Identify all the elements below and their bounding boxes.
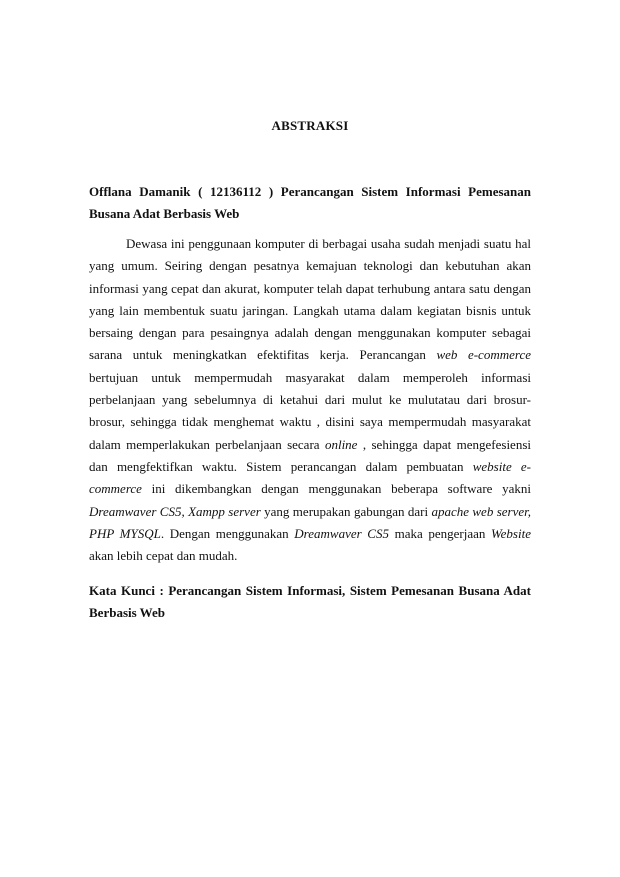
- body-text-segment-italic: website e-commerce: [89, 458, 532, 497]
- body-text-segment-italic: online: [324, 436, 358, 452]
- body-text-segment: ini dikembangkan dengan menggunakan beberapa software yakni: [141, 481, 531, 497]
- body-text-segment: Dewasa ini penggunaan komputer di berbagai usaha sudah menjadi suatu hal yang umum. Seiring dengan pesatnya kemajuan teknologi dan kebutuhan akan informasi yang cepat dan akurat, komputer telah dapat terhubung antara satu dengan yang lain membentuk suatu jaringan. Langkah utama dalam kegiatan bisnis untuk bersaing dengan para pesaingnya adalah dengan menggunakan komputer sebagai sarana untuk meningkatkan efektifitas kerja. Perancangan: [89, 236, 531, 363]
- abstract-body: [89, 233, 531, 567]
- body-text-segment: , sehingga dapat mengefesiensi dan mengfektifkan waktu. Sistem perancangan dalam pembuatan: [89, 436, 531, 474]
- body-text-segment-italic: Website: [491, 525, 531, 541]
- keywords-paragraph: Kata Kunci : Perancangan Sistem Informasi, Sistem Pemesanan Busana Adat Berbasis Web: [89, 583, 531, 620]
- abstract-title: ABSTRAKSI: [271, 118, 349, 133]
- body-text-segment: bertujuan untuk mempermudah masyarakat dalam memperoleh informasi perbelanjaan yang sebelumnya di ketahui dari mulut ke mulutatau dari brosur-brosur, sehingga tidak menghemat waktu , disini saya mempermudah masyarakat dalam memperlakukan perbelanjaan secara: [89, 369, 531, 452]
- body-text-segment: akan lebih cepat dan mudah.: [89, 548, 238, 564]
- body-text-segment-italic: web e-commerce: [436, 347, 531, 363]
- body-text-segment: . Dengan menggunakan: [160, 525, 295, 541]
- author-and-thesis-title: Offlana Damanik ( 12136112 ) Perancangan Sistem Informasi Pemesanan Busana Adat Berbasis Web: [89, 184, 531, 221]
- body-text-segment-italic: Dreamwaver CS5, Xampp server: [89, 503, 261, 519]
- body-text-segment-italic: Dreamwaver CS5: [294, 525, 389, 541]
- body-text-segment: maka pengerjaan: [388, 525, 492, 541]
- body-text-segment: yang merupakan gabungan dari: [260, 503, 432, 519]
- body-text-segment-italic: apache web server, PHP MYSQL: [89, 503, 531, 541]
